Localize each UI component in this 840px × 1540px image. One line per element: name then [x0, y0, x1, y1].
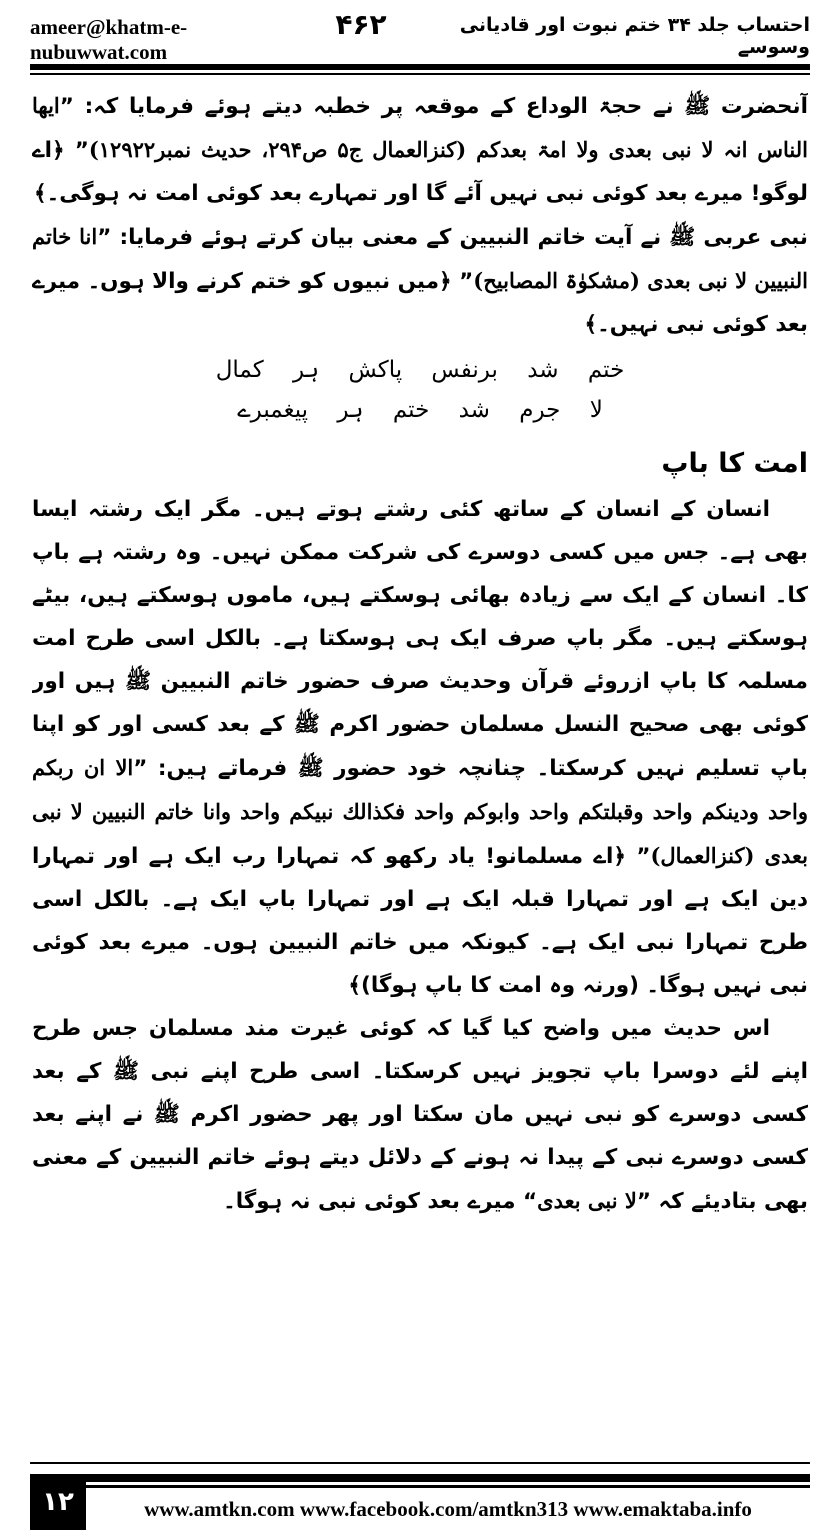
arabic-quote: ایھا الناس انہ لا نبی بعدی ولا امۃ بعدکم (کنزالعمال ج۵ ص۲۹۴، حدیث نمبر۱۲۹۲۲)	[32, 93, 808, 162]
page-footer	[30, 1474, 810, 1530]
footer-urls[interactable]: www.amtkn.com www.facebook.com/amtkn313 www.emaktaba.info	[144, 1496, 752, 1521]
paragraph-text: نبی عربی ﷺ نے آیت خاتم النبیین کے معنی بیان کرتے ہوئے فرمایا: ”	[97, 225, 808, 250]
header-rule-thick	[30, 64, 810, 70]
header-rule-thin	[30, 73, 810, 75]
footer-page-number: ۱۲	[30, 1474, 86, 1530]
couplet-line-1: ختم شد برنفس پاکش ہر کمال	[215, 357, 625, 383]
paragraph-father-relation	[32, 488, 808, 1007]
paragraph-conclusion	[32, 1007, 808, 1223]
page-header	[30, 7, 810, 64]
translation-text: ” ﴿اے مسلمانو! یاد رکھو کہ تمہارا رب ایک ہے اور تمہارا دین ایک ہے اور تمہارا قبلہ ایک ہے اور تمہارا باپ ایک ہے۔ بالکل اسی طرح تمہارا نبی ایک ہے۔ کیونکہ میں خاتم النبیین ہوں۔ میرے بعد کوئی نبی نہیں ہوگا۔ (ورنہ وہ امت کا باپ ہوگا)﴾	[32, 844, 808, 998]
translation-text: ” ﴿اے لوگو! میرے بعد کوئی نبی نہیں آئے گا اور تمہارے بعد کوئی امت نہ ہوگی۔﴾	[32, 138, 808, 206]
footer-bar-thick	[86, 1474, 810, 1482]
couplet-line-2: لا جرم شد ختم ہر پیغمبرے	[237, 397, 603, 423]
persian-couplet	[32, 350, 808, 430]
footer-rule	[30, 1462, 810, 1464]
arabic-quote: الا ان ربکم واحد ودینکم واحد وقبلتکم واحد وابوکم واحد فکذالك نبیکم واحد وانا خاتم النبیین لا نبی بعدی (کنزالعمال)	[32, 755, 808, 868]
translation-text: ” ﴿میں نبیوں کو ختم کرنے والا ہوں۔ میرے بعد کوئی نبی نہیں۔﴾	[32, 269, 808, 337]
arabic-quote: لا نبی بعدی	[537, 1188, 637, 1213]
page-body	[32, 84, 808, 1448]
header-page-number: ۴۶۲	[335, 7, 387, 41]
translation-text: “ میرے بعد کوئی نبی نہ ہوگا۔	[223, 1189, 538, 1214]
arabic-quote: انا خاتم النبیین لا نبی بعدی (مشکوٰۃ المصابیح)	[32, 224, 808, 293]
footer-bar	[86, 1474, 810, 1530]
paragraph-farewell-sermon	[32, 84, 808, 215]
header-left	[30, 8, 387, 65]
paragraph-khatam-meaning	[32, 215, 808, 346]
paragraph-text: اس حدیث میں واضح کیا گیا کہ کوئی غیرت مند مسلمان جس طرح اپنے لئے دوسرا باپ تجویز نہیں کرسکتا۔ اسی طرح اپنے نبی ﷺ کے بعد کسی دوسرے کو نبی نہیں مان سکتا اور پھر حضور اکرم ﷺ نے اپنے بعد کسی دوسرے نبی کے پیدا نہ ہونے کے دلائل دیتے ہوئے خاتم النبیین کے معنی بھی بتادیئے کہ ”	[32, 1016, 808, 1214]
paragraph-text: انسان کے انسان کے ساتھ کئی رشتے ہوتے ہیں۔ مگر ایک رشتہ ایسا بھی ہے۔ جس میں کسی دوسرے کی شرکت ممکن نہیں۔ وہ رشتہ ہے باپ کا۔ انسان کے ایک سے زیادہ بھائی ہوسکتے ہیں، ماموں ہوسکتے ہیں، بیٹے ہوسکتے ہیں۔ مگر باپ صرف ایک ہی ہوسکتا ہے۔ بالکل اسی طرح امت مسلمہ کا باپ ازروئے قرآن وحدیث صرف حضور خاتم النبیین ﷺ ہیں اور کوئی بھی صحیح النسل مسلمان حضور اکرم ﷺ کے بعد کسی اور کو اپنا باپ تسلیم نہیں کرسکتا۔ چنانچہ خود حضور ﷺ فرماتے ہیں: ”	[32, 497, 808, 781]
paragraph-text: آنحضرت ﷺ نے حجۃ الوداع کے موقعہ پر خطبہ دیتے ہوئے فرمایا کہ: ”	[59, 94, 808, 119]
header-book-title: احتساب جلد ۳۴ ختم نبوت اور قادیانی وسوسے	[459, 14, 810, 58]
section-heading: امت کا باپ	[661, 448, 808, 479]
header-email[interactable]: ameer@khatm-e-nubuwwat.com	[30, 14, 188, 64]
